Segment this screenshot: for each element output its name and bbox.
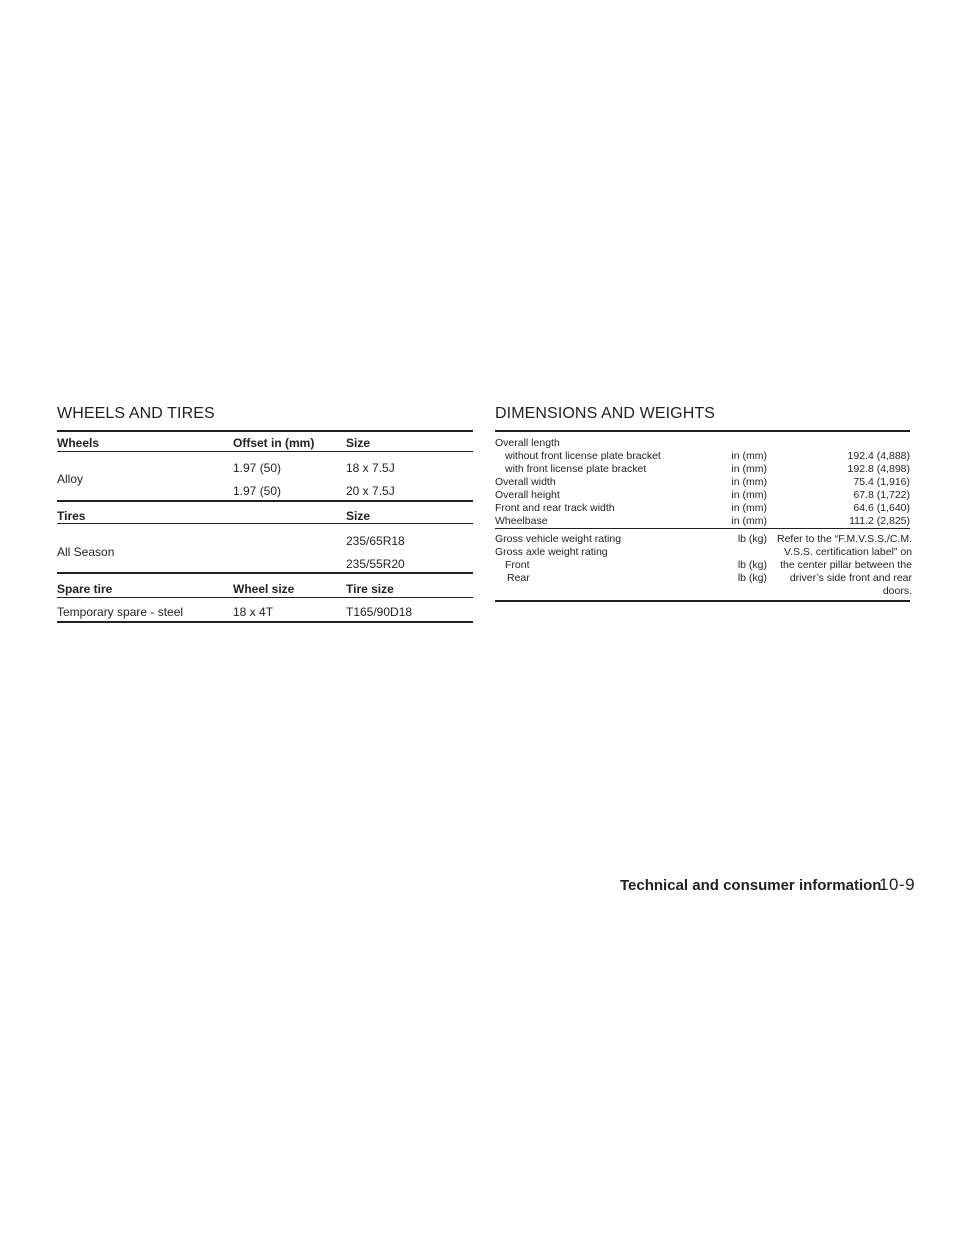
table-rule bbox=[57, 451, 473, 452]
weight-label: Gross axle weight rating bbox=[495, 546, 608, 558]
weight-label: Rear bbox=[507, 572, 530, 584]
wheel-type-alloy: Alloy bbox=[57, 472, 84, 486]
tire-type-all-season: All Season bbox=[57, 545, 115, 559]
section-title-dimensions-and-weights: DIMENSIONS AND WEIGHTS bbox=[495, 405, 715, 422]
dimension-label: Overall height bbox=[495, 489, 560, 501]
offset-header: Offset in (mm) bbox=[233, 436, 315, 450]
dimension-unit: in (mm) bbox=[731, 463, 767, 475]
wheel-size: 18 x 7.5J bbox=[346, 461, 395, 475]
dimension-unit: in (mm) bbox=[731, 450, 767, 462]
dimension-value: 75.4 (1,916) bbox=[853, 476, 910, 488]
dimension-label: Front and rear track width bbox=[495, 502, 615, 514]
dimension-unit: in (mm) bbox=[731, 515, 767, 527]
section-rule bbox=[57, 430, 473, 432]
weight-note-line: V.S.S. certification label” on bbox=[783, 546, 912, 558]
weight-note-line: driver’s side front and rear bbox=[789, 572, 912, 584]
dimension-unit: in (mm) bbox=[731, 489, 767, 501]
tire-size: 235/55R20 bbox=[346, 557, 405, 571]
section-rule bbox=[495, 430, 910, 432]
dimension-value: 192.4 (4,888) bbox=[847, 450, 910, 462]
spare-tire-header: Spare tire bbox=[57, 582, 113, 596]
weight-note-line: the center pillar between the bbox=[780, 559, 912, 571]
table-rule bbox=[495, 600, 910, 602]
wheel-size-header: Wheel size bbox=[233, 582, 295, 596]
weight-label: Gross vehicle weight rating bbox=[495, 533, 622, 545]
wheel-offset: 1.97 (50) bbox=[233, 484, 282, 498]
wheels-header: Wheels bbox=[57, 436, 100, 450]
dimension-value: 64.6 (1,640) bbox=[853, 502, 910, 514]
table-rule bbox=[57, 523, 473, 524]
table-rule bbox=[57, 621, 473, 623]
wheel-offset: 1.97 (50) bbox=[233, 461, 282, 475]
tires-header: Tires bbox=[57, 509, 86, 523]
dimension-value: 192.8 (4,898) bbox=[847, 463, 910, 475]
dimension-value: 67.8 (1,722) bbox=[853, 489, 910, 501]
dimension-label: without front license plate bracket bbox=[505, 450, 661, 462]
spare-tire-size-header: Tire size bbox=[346, 582, 394, 596]
size-header: Size bbox=[346, 436, 371, 450]
table-rule bbox=[57, 500, 473, 502]
dimension-label: Overall width bbox=[495, 476, 556, 488]
section-title-wheels-and-tires: WHEELS AND TIRES bbox=[57, 405, 215, 422]
dimension-value: 111.2 (2,825) bbox=[849, 515, 910, 527]
tire-size: 235/65R18 bbox=[346, 534, 405, 548]
weight-unit: lb (kg) bbox=[737, 533, 767, 545]
spare-tire-type: Temporary spare - steel bbox=[57, 605, 184, 619]
dimension-unit: in (mm) bbox=[731, 502, 767, 514]
table-rule bbox=[57, 597, 473, 598]
weight-unit: lb (kg) bbox=[737, 559, 767, 571]
dimension-unit: in (mm) bbox=[731, 476, 767, 488]
weight-note-line: doors. bbox=[882, 585, 912, 597]
weight-note-line: Refer to the “F.M.V.S.S./C.M. bbox=[777, 533, 912, 545]
weight-unit: lb (kg) bbox=[737, 572, 767, 584]
weight-label: Front bbox=[505, 559, 530, 571]
table-rule bbox=[495, 528, 910, 529]
dimension-label: Wheelbase bbox=[495, 515, 548, 527]
dimension-label: with front license plate bracket bbox=[505, 463, 647, 475]
footer-section-name: Technical and consumer information bbox=[620, 877, 882, 894]
dimension-label: Overall length bbox=[495, 437, 560, 449]
page-number: 10-9 bbox=[879, 875, 916, 894]
wheel-size: 20 x 7.5J bbox=[346, 484, 395, 498]
table-rule bbox=[57, 572, 473, 574]
tire-size-header: Size bbox=[346, 509, 371, 523]
spare-wheel-size: 18 x 4T bbox=[233, 605, 274, 619]
spare-tire-size: T165/90D18 bbox=[346, 605, 413, 619]
